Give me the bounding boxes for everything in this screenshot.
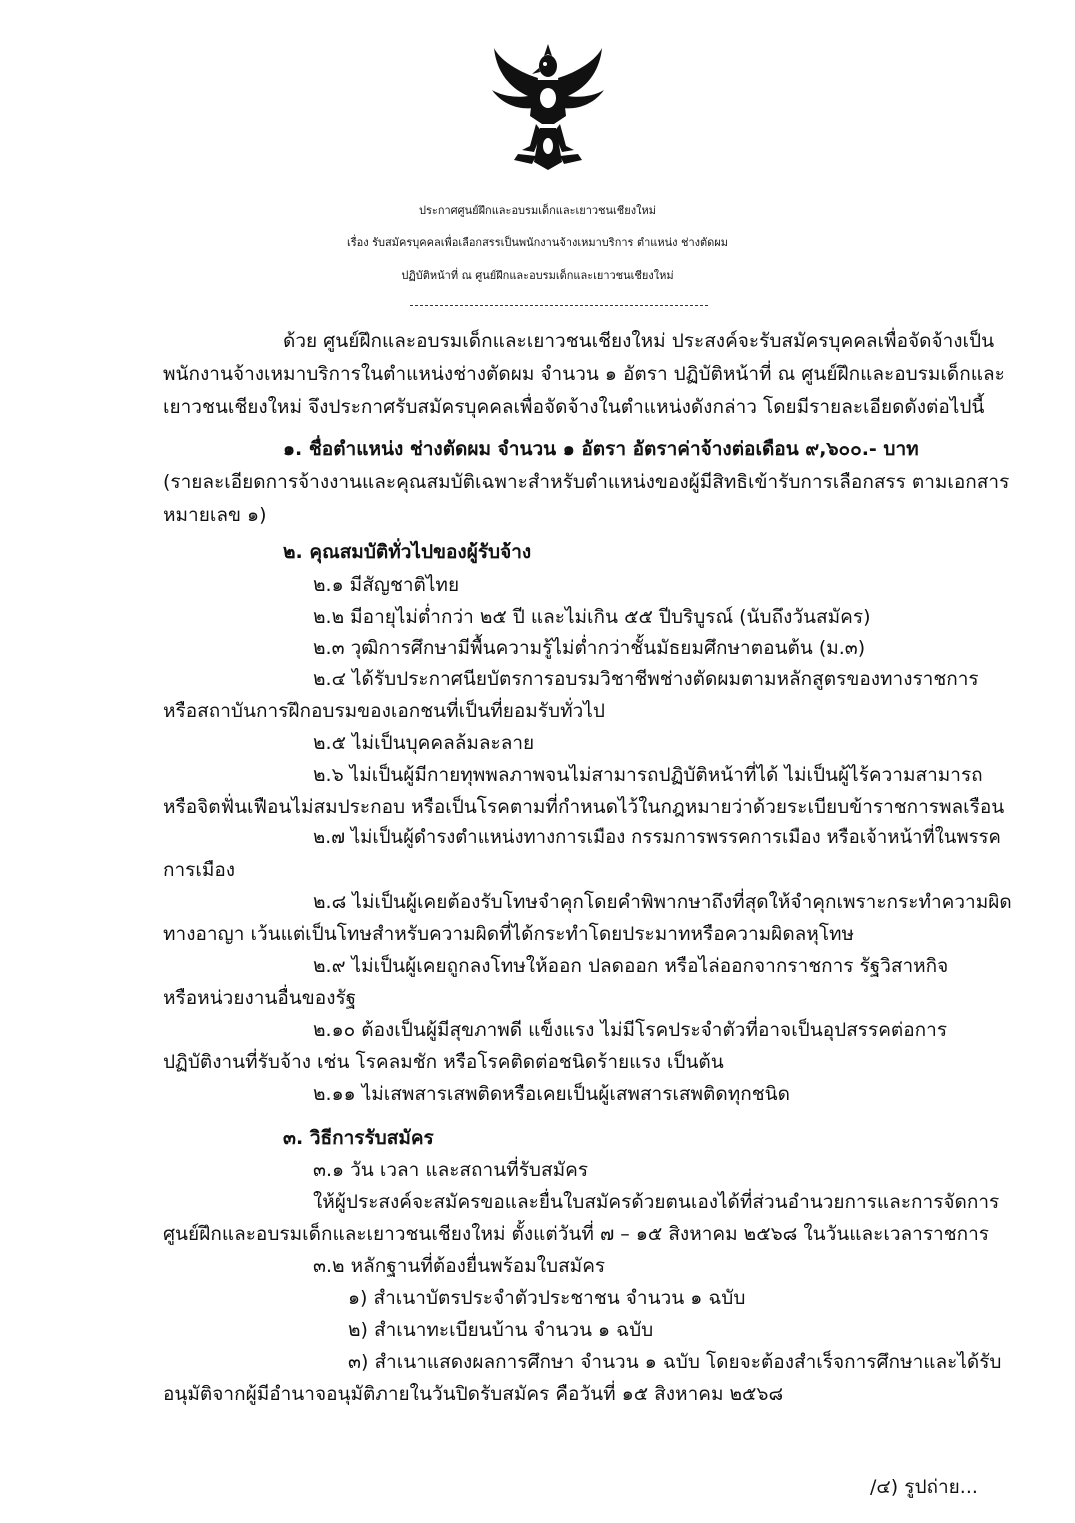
page-continuation: /๔) รูปถ่าย... [870, 1476, 978, 1498]
qualification-item-cont: หรือจิตฟั่นเฟือนไม่สมประกอบ หรือเป็นโรคตามที่กำหนดไว้ในกฎหมายว่าด้วยระเบียบข้าราชการพลเรือน [163, 796, 1005, 818]
qualification-item-cont: ทางอาญา เว้นแต่เป็นโทษสำหรับความผิดที่ได้กระทำโดยประมาทหรือความผิดลหุโทษ [163, 923, 855, 945]
qualification-item: ๒.๙ ไม่เป็นผู้เคยถูกลงโทษให้ออก ปลดออก หรือไล่ออกจากราชการ รัฐวิสาหกิจ [313, 955, 949, 977]
application-item-cont: ศูนย์ฝึกและอบรมเด็กและเยาวชนเชียงใหม่ ตั้งแต่วันที่ ๗ – ๑๕ สิงหาคม ๒๕๖๘ ในวันและเวลาราชการ [163, 1223, 989, 1245]
header-divider [410, 305, 708, 306]
qualification-item: ๒.๓ วุฒิการศึกษามีพื้นความรู้ไม่ต่ำกว่าชั้นมัธยมศึกษาตอนต้น (ม.๓) [313, 637, 866, 659]
application-item: ๓.๒ หลักฐานที่ต้องยื่นพร้อมใบสมัคร [313, 1255, 606, 1277]
section-2-heading: ๒. คุณสมบัติทั่วไปของผู้รับจ้าง [283, 541, 532, 563]
qualification-item-cont: หรือสถาบันการฝึกอบรมของเอกชนที่เป็นที่ยอมรับทั่วไป [163, 700, 605, 722]
announcement-location: ปฏิบัติหน้าที่ ณ ศูนย์ฝึกและอบรมเด็กและเยาวชนเชียงใหม่ [401, 269, 674, 282]
qualification-item-cont: การเมือง [163, 859, 236, 881]
document-item: ๓) สำเนาแสดงผลการศึกษา จำนวน ๑ ฉบับ โดยจะต้องสำเร็จการศึกษาและได้รับ [348, 1351, 1002, 1373]
qualification-item: ๒.๑๑ ไม่เสพสารเสพติดหรือเคยเป็นผู้เสพสารเสพติดทุกชนิด [313, 1083, 790, 1105]
announcement-title: ประกาศศูนย์ฝึกและอบรมเด็กและเยาวชนเชียงใหม่ [419, 204, 656, 217]
qualification-item: ๒.๖ ไม่เป็นผู้มีกายทุพพลภาพจนไม่สามารถปฏิบัติหน้าที่ได้ ไม่เป็นผู้ไร้ความสามารถ [313, 764, 983, 786]
intro-line: เยาวชนเชียงใหม่ จึงประกาศรับสมัครบุคคลเพื่อจัดจ้างในตำแหน่งดังกล่าว โดยมีรายละเอียดดังต่อไปนี้ [163, 396, 985, 418]
garuda-emblem-icon [488, 42, 608, 172]
application-item: ให้ผู้ประสงค์จะสมัครขอและยื่นใบสมัครด้วยตนเองได้ที่ส่วนอำนวยการและการจัดการ [313, 1191, 1000, 1213]
section-1-detail: (รายละเอียดการจ้างงานและคุณสมบัติเฉพาะสำหรับตำแหน่งของผู้มีสิทธิเข้ารับการเลือกสรร ตามเอกสาร [163, 471, 1010, 493]
qualification-item: ๒.๒ มีอายุไม่ต่ำกว่า ๒๕ ปี และไม่เกิน ๕๕ ปีบริบูรณ์ (นับถึงวันสมัคร) [313, 606, 871, 628]
document-item: ๒) สำเนาทะเบียนบ้าน จำนวน ๑ ฉบับ [348, 1319, 654, 1341]
intro-line: ด้วย ศูนย์ฝึกและอบรมเด็กและเยาวชนเชียงใหม่ ประสงค์จะรับสมัครบุคคลเพื่อจัดจ้างเป็น [283, 330, 995, 352]
announcement-subject: เรื่อง รับสมัครบุคคลเพื่อเลือกสรรเป็นพนักงานจ้างเหมาบริการ ตำแหน่ง ช่างตัดผม [347, 236, 728, 249]
section-3-heading: ๓. วิธีการรับสมัคร [283, 1127, 434, 1149]
document-item: ๑) สำเนาบัตรประจำตัวประชาชน จำนวน ๑ ฉบับ [348, 1287, 746, 1309]
qualification-item: ๒.๑๐ ต้องเป็นผู้มีสุขภาพดี แข็งแรง ไม่มีโรคประจำตัวที่อาจเป็นอุปสรรคต่อการ [313, 1019, 948, 1041]
qualification-item: ๒.๕ ไม่เป็นบุคคลล้มละลาย [313, 732, 535, 754]
qualification-item: ๒.๘ ไม่เป็นผู้เคยต้องรับโทษจำคุกโดยคำพิพากษาถึงที่สุดให้จำคุกเพราะกระทำความผิด [313, 891, 1012, 913]
qualification-item: ๒.๔ ได้รับประกาศนียบัตรการอบรมวิชาชีพช่างตัดผมตามหลักสูตรของทางราชการ [313, 668, 979, 690]
application-item: ๓.๑ วัน เวลา และสถานที่รับสมัคร [313, 1159, 589, 1181]
section-1-heading: ๑. ชื่อตำแหน่ง ช่างตัดผม จำนวน ๑ อัตรา อัตราค่าจ้างต่อเดือน ๙,๖๐๐.- บาท [283, 438, 919, 460]
document-item-cont: อนุมัติจากผู้มีอำนาจอนุมัติภายในวันปิดรับสมัคร คือวันที่ ๑๕ สิงหาคม ๒๕๖๘ [163, 1383, 784, 1405]
intro-line: พนักงานจ้างเหมาบริการในตำแหน่งช่างตัดผม จำนวน ๑ อัตรา ปฏิบัติหน้าที่ ณ ศูนย์ฝึกและอบรมเด็กและ [163, 363, 1005, 385]
qualification-item: ๒.๗ ไม่เป็นผู้ดำรงตำแหน่งทางการเมือง กรรมการพรรคการเมือง หรือเจ้าหน้าที่ในพรรค [313, 827, 1001, 848]
qualification-item-cont: ปฏิบัติงานที่รับจ้าง เช่น โรคลมชัก หรือโรคติดต่อชนิดร้ายแรง เป็นต้น [163, 1051, 724, 1073]
section-1-detail: หมายเลข ๑) [163, 504, 267, 526]
qualification-item-cont: หรือหน่วยงานอื่นของรัฐ [163, 987, 357, 1009]
qualification-item: ๒.๑ มีสัญชาติไทย [313, 574, 460, 596]
